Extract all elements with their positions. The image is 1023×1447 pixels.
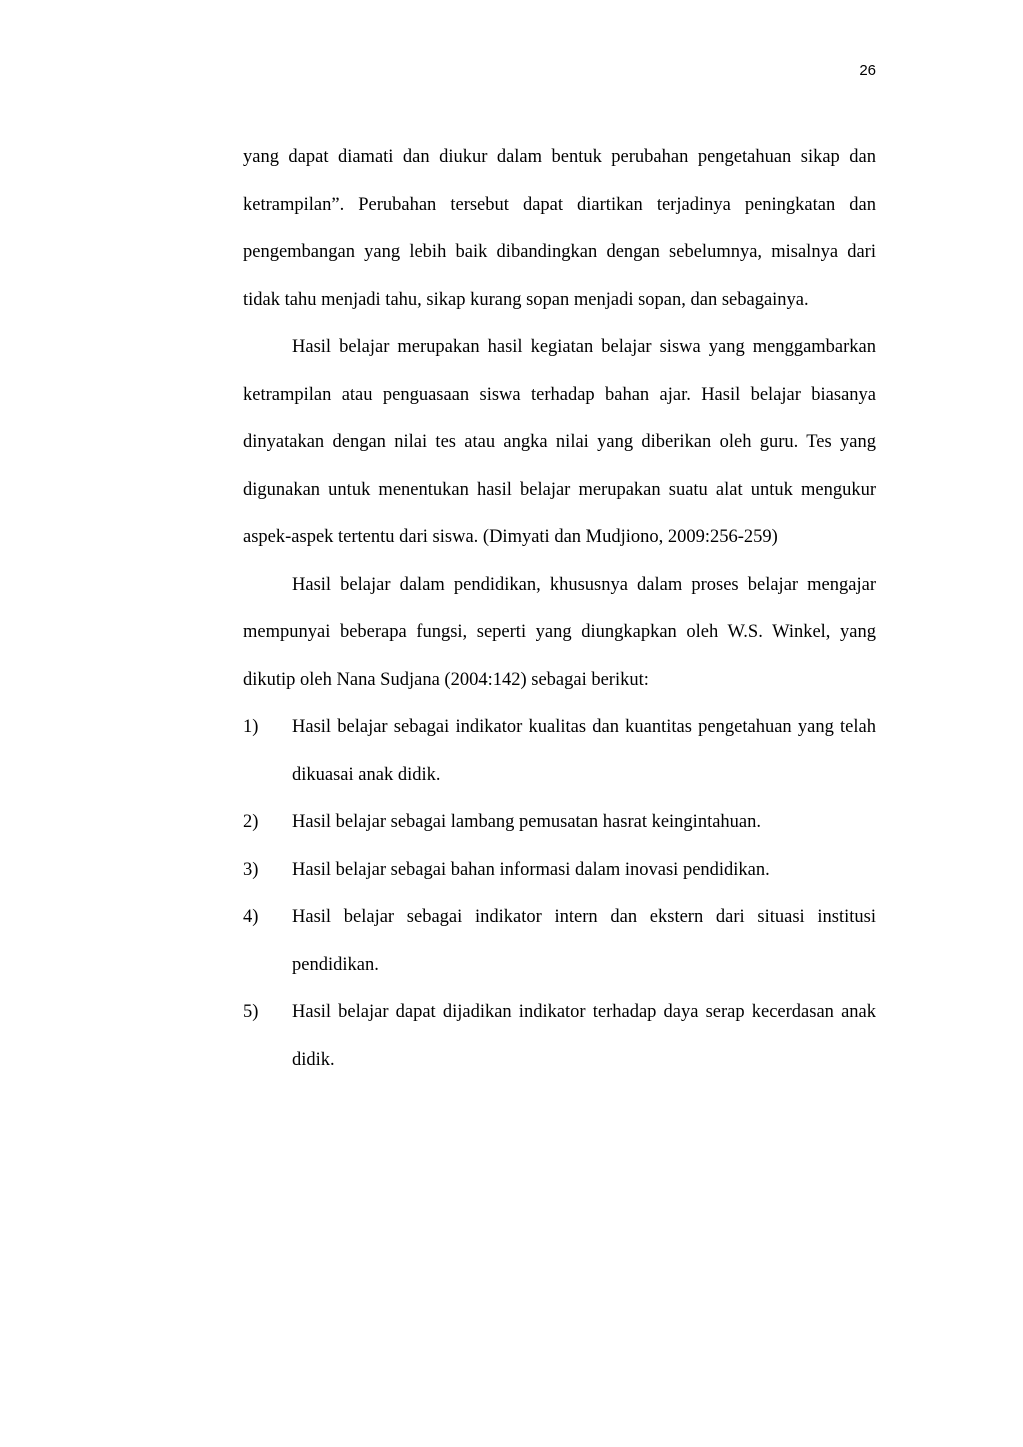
paragraph: yang dapat diamati dan diukur dalam bentuk perubahan pengetahuan sikap dan ketrampilan”. Perubahan tersebut dapat diartikan terjadinya peningkatan dan pengembangan yang lebih baik dibandingkan dengan sebelumnya, misalnya dari tidak tahu menjadi tahu, sikap kurang sopan menjadi sopan, dan sebagainya. (243, 147, 876, 310)
list-item-number: 3) (243, 859, 259, 880)
list-item-text: Hasil belajar sebagai lambang pemusatan hasrat keingintahuan. (292, 812, 762, 832)
list-item-text: Hasil belajar dapat dijadikan indikator terhadap daya serap kecerdasan anak didik. (292, 1002, 876, 1070)
paragraph: Hasil belajar dalam pendidikan, khususnya dalam proses belajar mengajar mempunyai beberapa fungsi, seperti yang diungkapkan oleh W.S. Winkel, yang dikutip oleh Nana Sudjana (2004:142) sebagai berikut: (243, 574, 876, 690)
list-item (243, 799, 876, 847)
document-body (243, 134, 876, 1084)
list-item-text: Hasil belajar sebagai indikator kualitas dan kuantitas pengetahuan yang telah dikuasai anak didik. (292, 717, 876, 785)
list-item-number: 4) (243, 907, 259, 927)
list-item (243, 704, 876, 799)
list-item-text: Hasil belajar sebagai indikator intern dan ekstern dari situasi institusi pendidikan. (292, 907, 876, 975)
page-number: 26 (859, 62, 876, 79)
list-item (243, 989, 876, 1084)
list-item-number: 1) (243, 717, 259, 737)
list-item-number: 2) (243, 812, 259, 832)
list-item (243, 894, 876, 989)
list-item-text: Hasil belajar sebagai bahan informasi dalam inovasi pendidikan. (292, 859, 770, 880)
list-item (243, 847, 876, 895)
list-item-number: 5) (243, 1002, 259, 1022)
paragraph: Hasil belajar merupakan hasil kegiatan belajar siswa yang menggambarkan ketrampilan atau penguasaan siswa terhadap bahan ajar. Hasil belajar biasanya dinyatakan dengan nilai tes atau angka nilai yang diberikan oleh guru. Tes yang digunakan untuk menentukan hasil belajar merupakan suatu alat untuk mengukur aspek-aspek tertentu dari siswa. (Dimyati dan Mudjiono, 2009:256-259) (243, 337, 876, 547)
function-list (243, 704, 876, 1084)
